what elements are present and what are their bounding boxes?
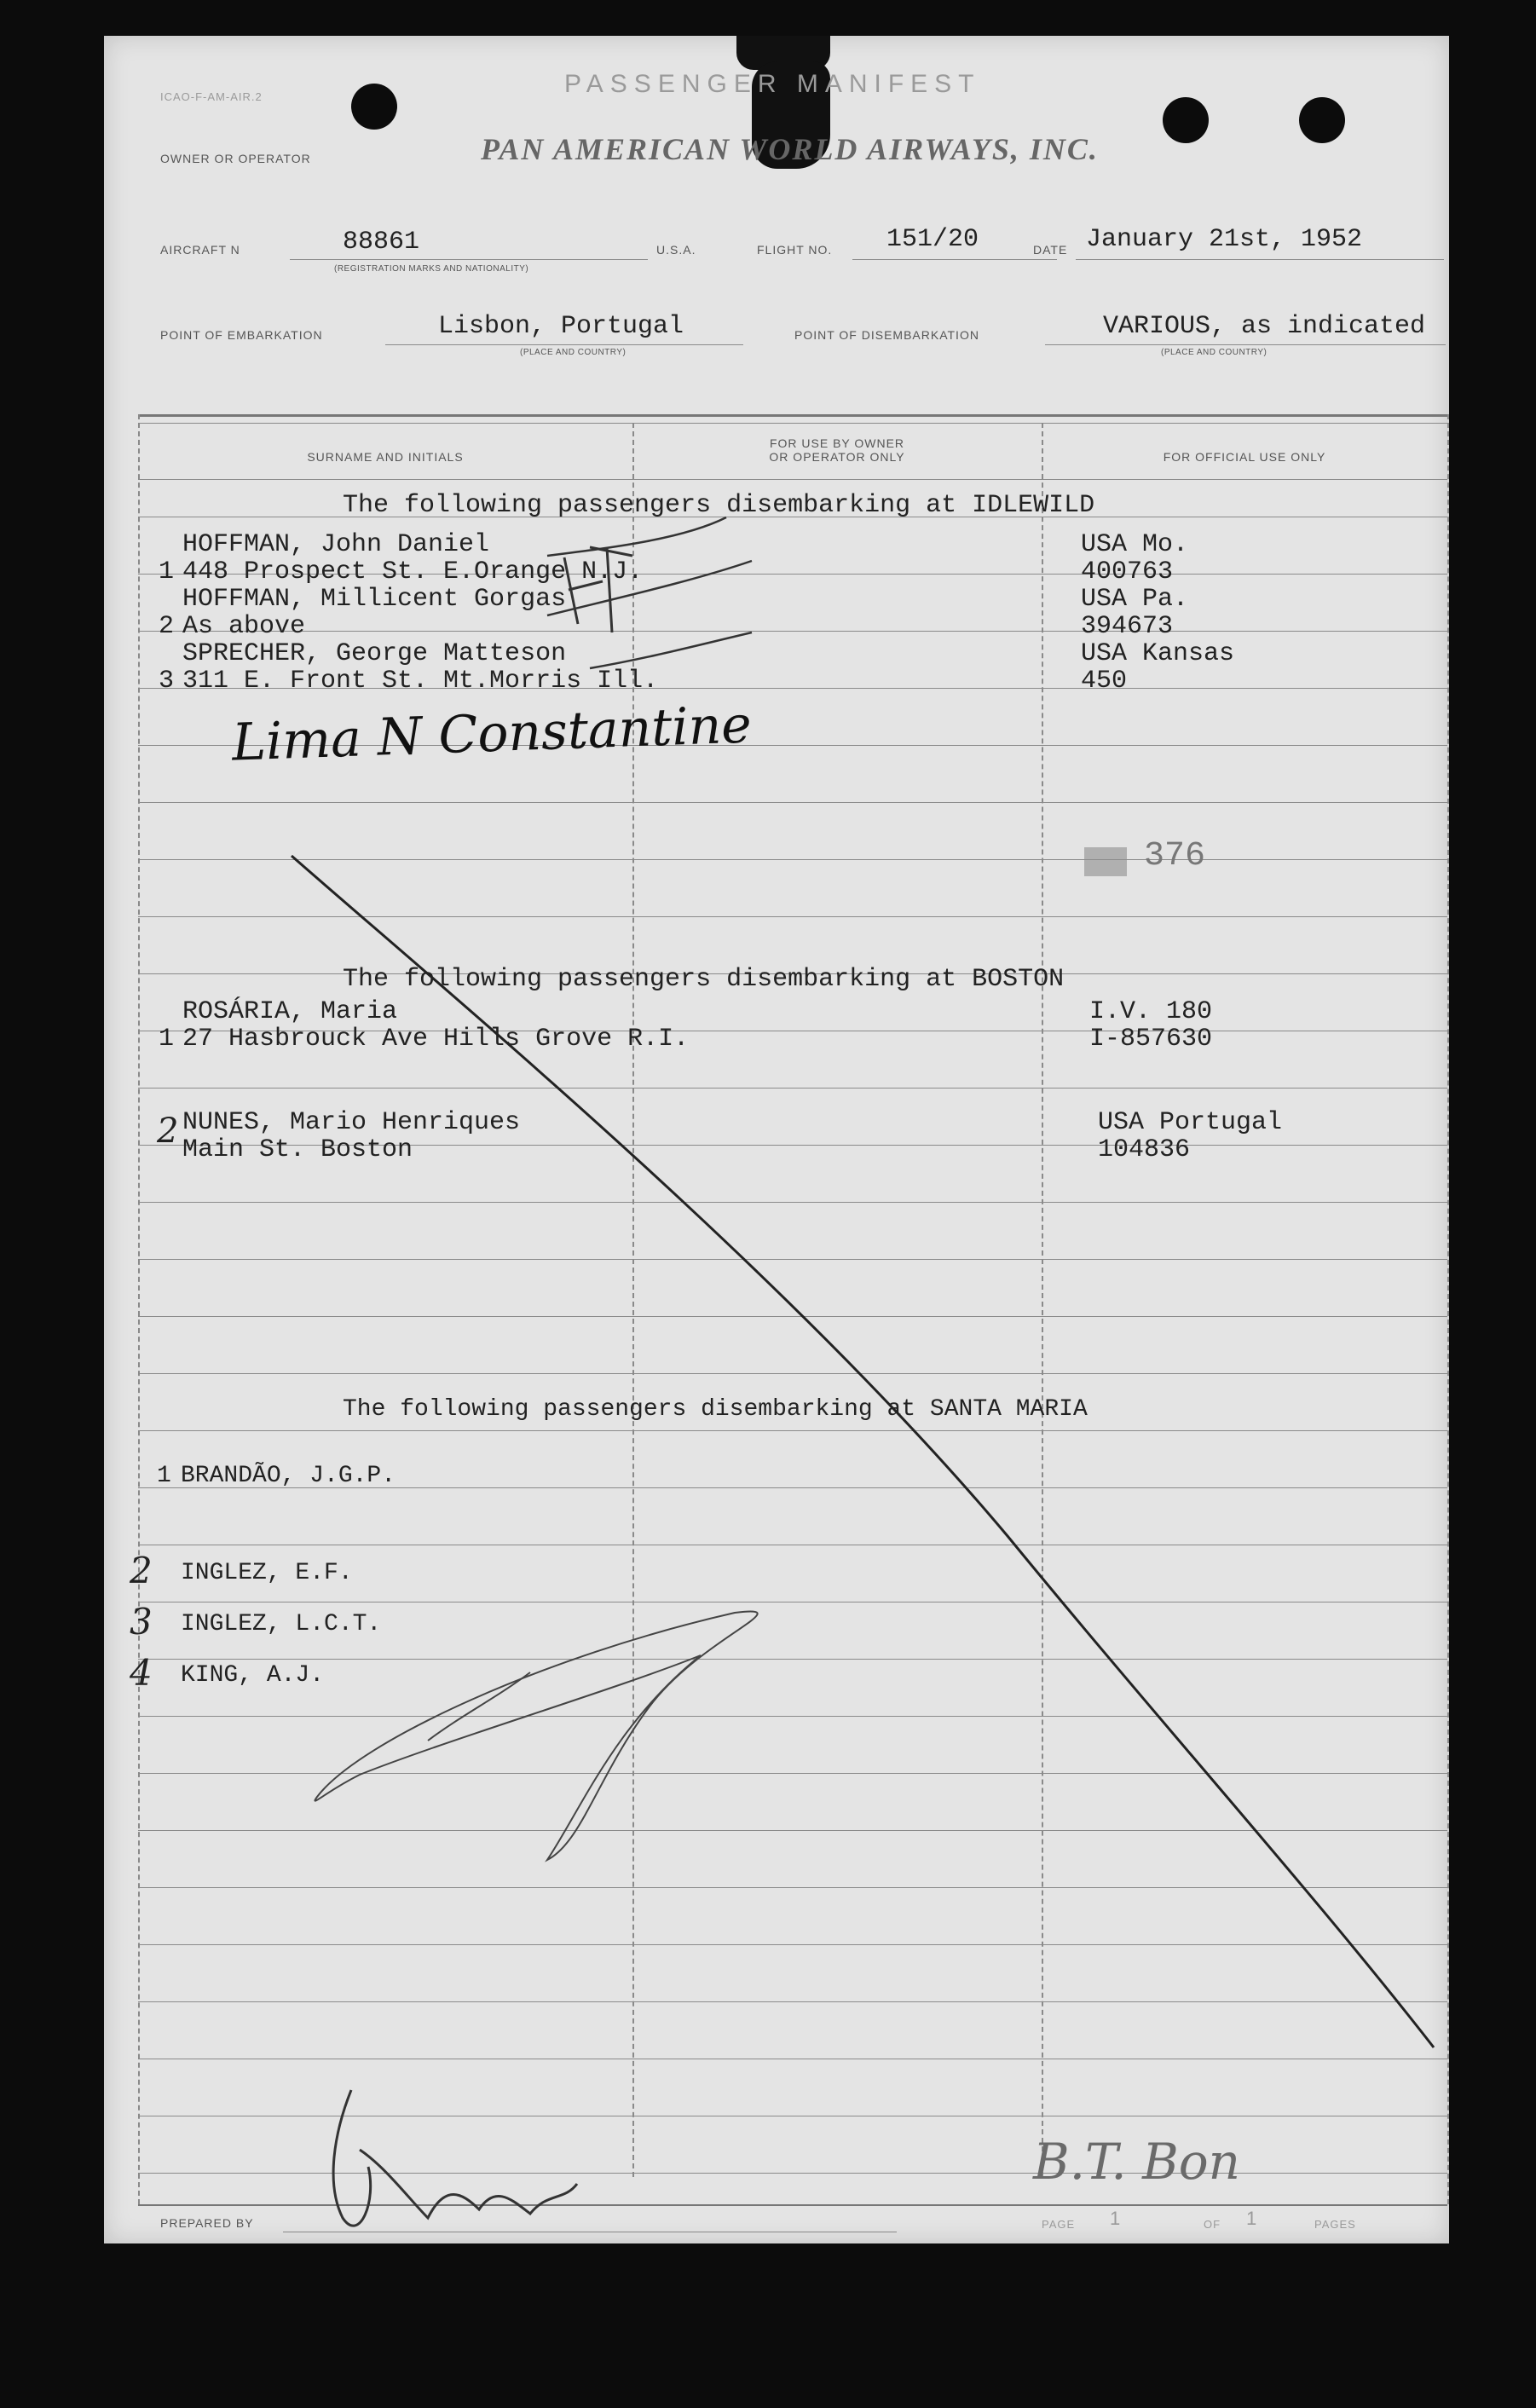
passenger-num: 3 <box>130 1601 153 1643</box>
aircraft-number: 88861 <box>343 228 420 257</box>
official-note: I-857630 <box>1089 1025 1213 1054</box>
passenger-name: HOFFMAN, Millicent Gorgas <box>182 585 567 614</box>
passenger-address: As above <box>182 612 306 641</box>
col-official-header: FOR OFFICIAL USE ONLY <box>1163 450 1326 464</box>
official-note: USA Pa. <box>1081 585 1189 614</box>
page-label: PAGE <box>1042 2218 1076 2231</box>
pages-label: PAGES <box>1314 2218 1356 2231</box>
pen-marks <box>104 36 1449 2243</box>
passenger-name: HOFFMAN, John Daniel <box>182 530 490 559</box>
passenger-name: ROSÁRIA, Maria <box>182 997 398 1026</box>
passenger-num: 1 <box>159 557 175 586</box>
section-idlewild: The following passengers disembarking at IDLEWILD <box>343 491 1095 520</box>
official-note: USA Mo. <box>1081 530 1189 559</box>
preparer-signature <box>333 2090 577 2226</box>
passenger-num: 1 <box>157 1463 171 1489</box>
official-note: USA Portugal <box>1098 1108 1283 1137</box>
operator-name: PAN AMERICAN WORLD AIRWAYS, INC. <box>481 132 1099 166</box>
page-total: 1 <box>1246 2208 1258 2229</box>
disembark-place: VARIOUS, as indicated <box>1103 312 1426 341</box>
flight-date: January 21st, 1952 <box>1086 225 1363 254</box>
embark-place: Lisbon, Portugal <box>438 312 684 341</box>
manifest-sheet <box>104 36 1449 2243</box>
col-owner-header-2: OR OPERATOR ONLY <box>769 450 905 464</box>
official-initials: B.T. Bon <box>1033 2133 1240 2191</box>
passenger-address: 311 E. Front St. Mt.Morris Ill. <box>182 667 659 696</box>
passenger-name: INGLEZ, E.F. <box>181 1560 353 1586</box>
passenger-name: KING, A.J. <box>181 1662 325 1689</box>
passenger-name: NUNES, Mario Henriques <box>182 1108 521 1137</box>
handwritten-name: Lima N Constantine <box>230 695 753 773</box>
flight-number: 151/20 <box>886 225 979 254</box>
passenger-num: 3 <box>159 667 175 696</box>
passenger-num: 1 <box>159 1025 175 1054</box>
passenger-address: Main St. Boston <box>182 1135 413 1164</box>
official-note: 400763 <box>1081 557 1174 586</box>
checkmark-initials-1 <box>564 547 632 632</box>
passenger-name: BRANDÃO, J.G.P. <box>181 1463 396 1489</box>
passenger-num: 2 <box>159 612 175 641</box>
strike-lines <box>547 517 752 668</box>
official-note: USA Kansas <box>1081 639 1235 668</box>
aircraft-label: AIRCRAFT N <box>160 243 240 257</box>
loop-stroke <box>428 1672 530 1741</box>
official-note: 394673 <box>1081 612 1174 641</box>
form-title: PASSENGER MANIFEST <box>564 70 981 98</box>
passenger-num: 4 <box>130 1652 153 1694</box>
official-note: 450 <box>1081 667 1128 696</box>
section-boston: The following passengers disembarking at BOSTON <box>343 965 1065 994</box>
passenger-name: SPRECHER, George Matteson <box>182 639 567 668</box>
cancellation-line <box>292 856 1434 2047</box>
embark-label: POINT OF EMBARKATION <box>160 328 323 342</box>
section-santa-maria: The following passengers disembarking at SANTA MARIA <box>343 1396 1088 1423</box>
prepared-by-label: PREPARED BY <box>160 2216 254 2230</box>
stamp-number: 376 <box>1144 837 1206 875</box>
disembark-label: POINT OF DISEMBARKATION <box>794 328 979 342</box>
col-surname-header: SURNAME AND INITIALS <box>307 450 464 464</box>
date-label: DATE <box>1033 243 1068 257</box>
passenger-num: 2 <box>130 1550 153 1591</box>
passenger-address: 27 Hasbrouck Ave Hills Grove R.I. <box>182 1025 690 1054</box>
page-number: 1 <box>1110 2208 1122 2229</box>
passenger-address: 448 Prospect St. E.Orange N.J. <box>182 557 644 586</box>
col-owner-header-1: FOR USE BY OWNER <box>769 436 905 450</box>
official-note: 104836 <box>1098 1135 1191 1164</box>
official-note: I.V. 180 <box>1089 997 1213 1026</box>
aircraft-sub: (REGISTRATION MARKS AND NATIONALITY) <box>334 264 529 274</box>
flight-label: FLIGHT NO. <box>757 243 833 257</box>
passenger-num: 2 <box>157 1112 179 1151</box>
nationality: U.S.A. <box>656 243 696 257</box>
loop-scribble <box>315 1611 757 1860</box>
owner-label: OWNER OR OPERATOR <box>160 152 311 165</box>
passenger-name: INGLEZ, L.C.T. <box>181 1611 382 1637</box>
embark-sub: (PLACE AND COUNTRY) <box>520 348 627 357</box>
of-label: OF <box>1204 2218 1221 2231</box>
form-code: ICAO-F-AM-AIR.2 <box>160 90 263 103</box>
disembark-sub: (PLACE AND COUNTRY) <box>1161 348 1267 357</box>
